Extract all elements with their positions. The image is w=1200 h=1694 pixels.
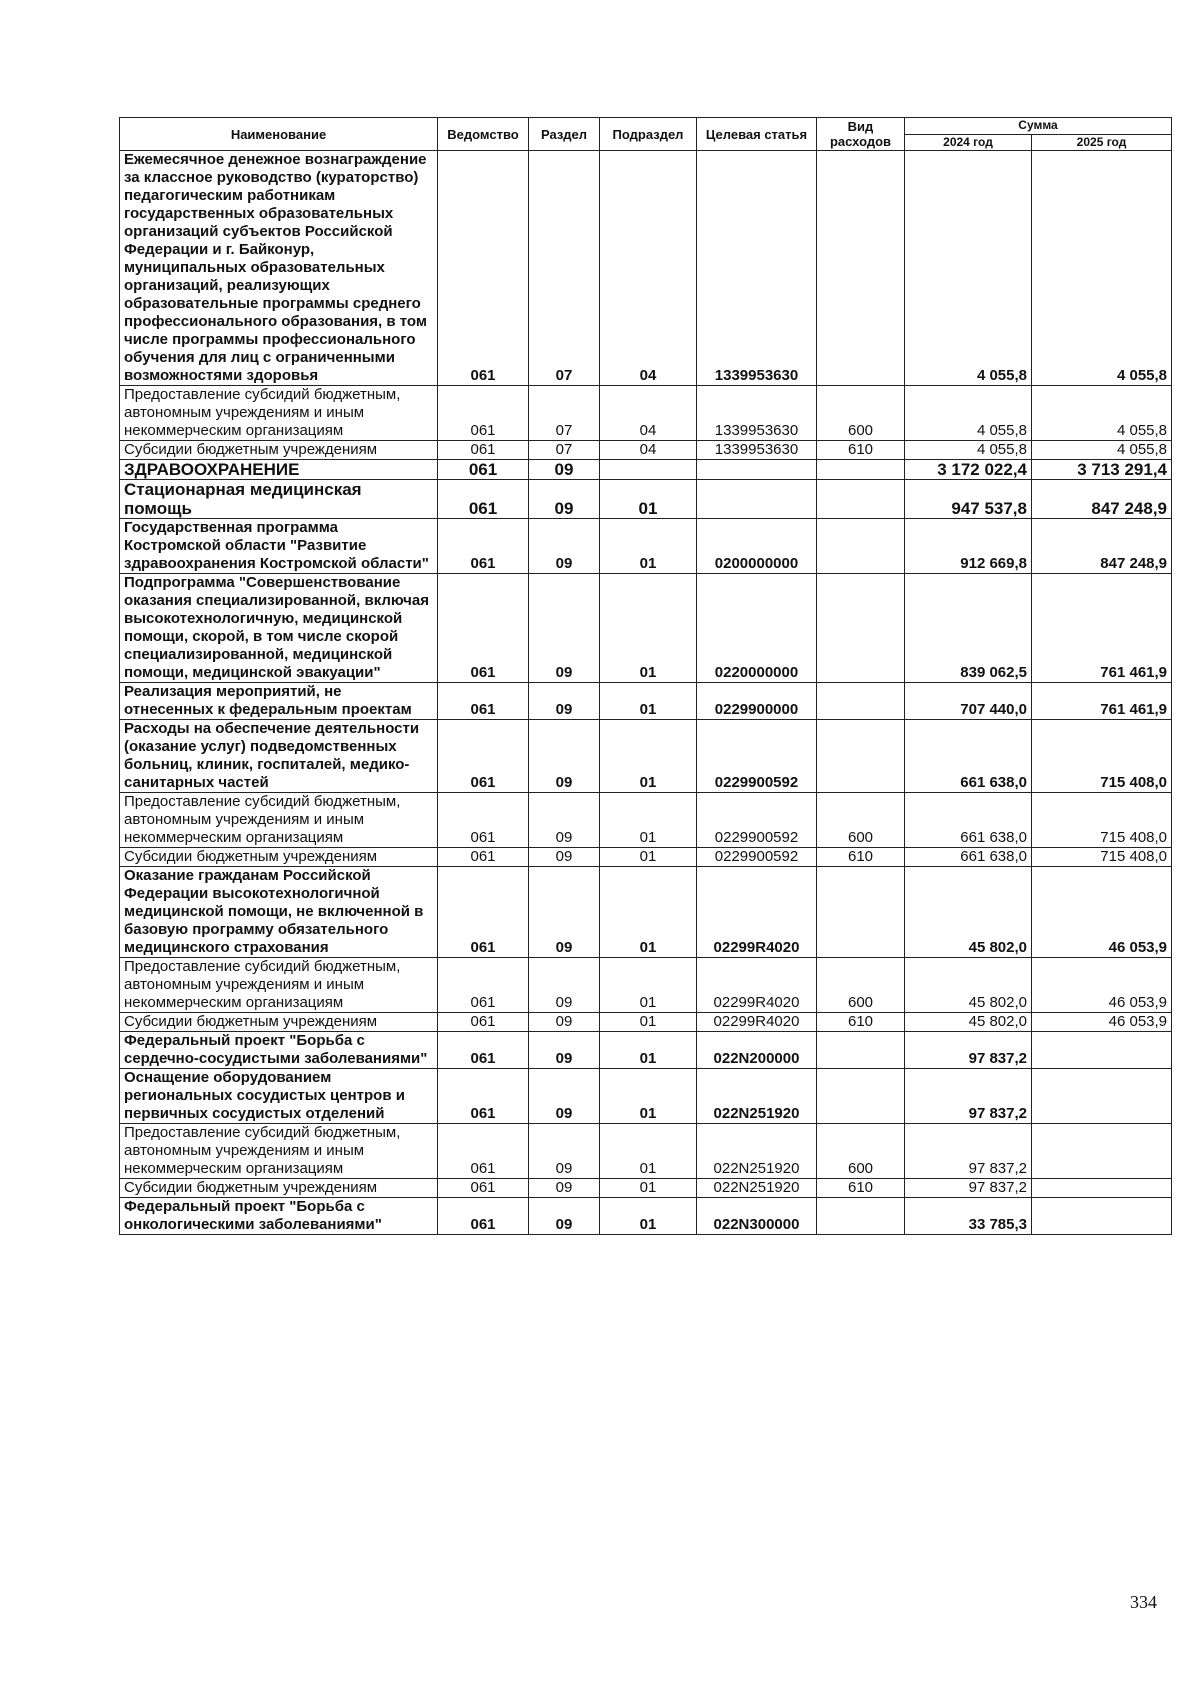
- row-vid-rashodov: [817, 460, 905, 480]
- row-razdel: 09: [529, 574, 600, 683]
- row-name: Предоставление субсидий бюджетным, автономным учреждениям и иным некоммерческим организациям: [120, 1124, 438, 1179]
- row-podrazdel: 01: [600, 1124, 697, 1179]
- row-sum-2024: 661 638,0: [905, 848, 1032, 867]
- row-name: Реализация мероприятий, не отнесенных к федеральным проектам: [120, 683, 438, 720]
- row-sum-2024: 97 837,2: [905, 1179, 1032, 1198]
- row-razdel: 09: [529, 867, 600, 958]
- row-sum-2024: 4 055,8: [905, 386, 1032, 441]
- row-razdel: 09: [529, 480, 600, 519]
- header-vedomstvo: Ведомство: [438, 118, 529, 151]
- row-razdel: 09: [529, 848, 600, 867]
- table-row: [120, 460, 1172, 480]
- row-vid-rashodov: 600: [817, 386, 905, 441]
- header-name: Наименование: [120, 118, 438, 151]
- row-sum-2025: 4 055,8: [1032, 151, 1172, 386]
- row-vid-rashodov: 610: [817, 848, 905, 867]
- table-row: [120, 867, 1172, 958]
- row-name: Субсидии бюджетным учреждениям: [120, 848, 438, 867]
- row-sum-2025: 3 713 291,4: [1032, 460, 1172, 480]
- table-row: [120, 519, 1172, 574]
- row-vedomstvo: 061: [438, 1124, 529, 1179]
- table-row: [120, 683, 1172, 720]
- row-vid-rashodov: [817, 574, 905, 683]
- row-vedomstvo: 061: [438, 386, 529, 441]
- table-row: [120, 574, 1172, 683]
- row-sum-2025: [1032, 1198, 1172, 1235]
- row-razdel: 07: [529, 386, 600, 441]
- table-row: [120, 1069, 1172, 1124]
- row-sum-2024: 661 638,0: [905, 720, 1032, 793]
- row-celevaya-statya: 0229900592: [697, 720, 817, 793]
- row-vid-rashodov: [817, 867, 905, 958]
- row-sum-2025: 46 053,9: [1032, 1013, 1172, 1032]
- row-razdel: 09: [529, 1032, 600, 1069]
- row-vedomstvo: 061: [438, 1013, 529, 1032]
- row-sum-2025: 715 408,0: [1032, 720, 1172, 793]
- row-sum-2025: 847 248,9: [1032, 519, 1172, 574]
- row-name: Предоставление субсидий бюджетным, автономным учреждениям и иным некоммерческим организациям: [120, 386, 438, 441]
- budget-table: [119, 117, 1172, 1235]
- table-row: [120, 1013, 1172, 1032]
- row-podrazdel: 01: [600, 848, 697, 867]
- row-vedomstvo: 061: [438, 574, 529, 683]
- header-razdel: Раздел: [529, 118, 600, 151]
- row-name: ЗДРАВООХРАНЕНИЕ: [120, 460, 438, 480]
- header-vid: Вид расходов: [817, 118, 905, 151]
- row-sum-2024: 45 802,0: [905, 1013, 1032, 1032]
- row-sum-2025: [1032, 1032, 1172, 1069]
- row-sum-2024: 661 638,0: [905, 793, 1032, 848]
- row-razdel: 09: [529, 460, 600, 480]
- row-sum-2024: 45 802,0: [905, 867, 1032, 958]
- row-sum-2025: 46 053,9: [1032, 958, 1172, 1013]
- row-sum-2025: 847 248,9: [1032, 480, 1172, 519]
- row-sum-2025: 761 461,9: [1032, 683, 1172, 720]
- row-sum-2025: 715 408,0: [1032, 793, 1172, 848]
- row-celevaya-statya: 022N251920: [697, 1069, 817, 1124]
- row-sum-2024: 839 062,5: [905, 574, 1032, 683]
- row-podrazdel: 01: [600, 958, 697, 1013]
- row-celevaya-statya: 0229900000: [697, 683, 817, 720]
- row-sum-2024: 4 055,8: [905, 441, 1032, 460]
- table-body: [120, 151, 1172, 1235]
- row-celevaya-statya: 0220000000: [697, 574, 817, 683]
- row-sum-2024: 3 172 022,4: [905, 460, 1032, 480]
- row-vedomstvo: 061: [438, 519, 529, 574]
- row-sum-2025: [1032, 1124, 1172, 1179]
- row-razdel: 09: [529, 683, 600, 720]
- row-vid-rashodov: [817, 1032, 905, 1069]
- row-name: Субсидии бюджетным учреждениям: [120, 1179, 438, 1198]
- row-razdel: 09: [529, 793, 600, 848]
- row-podrazdel: 04: [600, 151, 697, 386]
- header-2025: 2025 год: [1032, 134, 1172, 151]
- table-row: [120, 441, 1172, 460]
- row-sum-2025: [1032, 1069, 1172, 1124]
- row-vid-rashodov: [817, 519, 905, 574]
- table-row: [120, 1179, 1172, 1198]
- row-celevaya-statya: 1339953630: [697, 386, 817, 441]
- row-name: Федеральный проект "Борьба с сердечно-сосудистыми заболеваниями": [120, 1032, 438, 1069]
- row-vid-rashodov: [817, 480, 905, 519]
- row-celevaya-statya: 1339953630: [697, 151, 817, 386]
- table-row: [120, 480, 1172, 519]
- row-podrazdel: 04: [600, 386, 697, 441]
- row-name: Ежемесячное денежное вознаграждение за классное руководство (кураторство) педагогическим работникам государственных образовательных организаций субъектов Российской Федерации и г. Байконур, муниципальных образовательных организаций, реализующих образовательные программы среднего профессионального образования, в том числе программы профессионального обучения для лиц с ограниченными возможностями здоровья: [120, 151, 438, 386]
- table-row: [120, 720, 1172, 793]
- header-celevaya: Целевая статья: [697, 118, 817, 151]
- row-name: Федеральный проект "Борьба с онкологическими заболеваниями": [120, 1198, 438, 1235]
- row-vedomstvo: 061: [438, 1032, 529, 1069]
- row-vedomstvo: 061: [438, 441, 529, 460]
- header-2024: 2024 год: [905, 134, 1032, 151]
- header-podrazdel: Подраздел: [600, 118, 697, 151]
- row-vid-rashodov: [817, 683, 905, 720]
- table-row: [120, 848, 1172, 867]
- row-name: Предоставление субсидий бюджетным, автономным учреждениям и иным некоммерческим организациям: [120, 958, 438, 1013]
- row-name: Субсидии бюджетным учреждениям: [120, 1013, 438, 1032]
- row-razdel: 09: [529, 720, 600, 793]
- row-razdel: 09: [529, 958, 600, 1013]
- header-summa: Сумма: [905, 118, 1172, 135]
- row-podrazdel: 01: [600, 720, 697, 793]
- row-sum-2025: 46 053,9: [1032, 867, 1172, 958]
- table-header-row: [120, 118, 1172, 135]
- row-vid-rashodov: 610: [817, 441, 905, 460]
- row-vedomstvo: 061: [438, 683, 529, 720]
- row-vedomstvo: 061: [438, 867, 529, 958]
- row-podrazdel: 01: [600, 1032, 697, 1069]
- row-podrazdel: 01: [600, 867, 697, 958]
- row-name: Подпрограмма "Совершенствование оказания специализированной, включая высокотехнологичную, медицинской помощи, скорой, в том числе скорой специализированной, медицинской помощи, медицинской эвакуации": [120, 574, 438, 683]
- row-vedomstvo: 061: [438, 1179, 529, 1198]
- row-podrazdel: 01: [600, 1179, 697, 1198]
- table-row: [120, 386, 1172, 441]
- row-vedomstvo: 061: [438, 793, 529, 848]
- row-vedomstvo: 061: [438, 151, 529, 386]
- row-celevaya-statya: 02299R4020: [697, 1013, 817, 1032]
- row-podrazdel: 01: [600, 1013, 697, 1032]
- row-sum-2025: 4 055,8: [1032, 441, 1172, 460]
- row-razdel: 09: [529, 1124, 600, 1179]
- row-celevaya-statya: 022N251920: [697, 1124, 817, 1179]
- row-razdel: 07: [529, 441, 600, 460]
- row-name: Предоставление субсидий бюджетным, автономным учреждениям и иным некоммерческим организациям: [120, 793, 438, 848]
- row-razdel: 09: [529, 1013, 600, 1032]
- row-celevaya-statya: 022N300000: [697, 1198, 817, 1235]
- table-row: [120, 1198, 1172, 1235]
- row-celevaya-statya: 1339953630: [697, 441, 817, 460]
- row-name: Государственная программа Костромской области "Развитие здравоохранения Костромской области": [120, 519, 438, 574]
- row-sum-2024: 97 837,2: [905, 1124, 1032, 1179]
- row-razdel: 09: [529, 1069, 600, 1124]
- row-name: Оказание гражданам Российской Федерации высокотехнологичной медицинской помощи, не включенной в базовую программу обязательного медицинского страхования: [120, 867, 438, 958]
- table-row: [120, 1032, 1172, 1069]
- row-celevaya-statya: 022N200000: [697, 1032, 817, 1069]
- row-vedomstvo: 061: [438, 848, 529, 867]
- row-sum-2025: 4 055,8: [1032, 386, 1172, 441]
- row-podrazdel: 01: [600, 1198, 697, 1235]
- row-sum-2024: 45 802,0: [905, 958, 1032, 1013]
- row-name: Расходы на обеспечение деятельности (оказание услуг) подведомственных больниц, клиник, госпиталей, медико-санитарных частей: [120, 720, 438, 793]
- row-razdel: 09: [529, 1179, 600, 1198]
- row-name: Стационарная медицинская помощь: [120, 480, 438, 519]
- row-razdel: 09: [529, 1198, 600, 1235]
- row-podrazdel: 01: [600, 683, 697, 720]
- row-vedomstvo: 061: [438, 1069, 529, 1124]
- row-vid-rashodov: 610: [817, 1013, 905, 1032]
- row-podrazdel: 01: [600, 480, 697, 519]
- row-name: Оснащение оборудованием региональных сосудистых центров и первичных сосудистых отделений: [120, 1069, 438, 1124]
- row-celevaya-statya: 022N251920: [697, 1179, 817, 1198]
- row-razdel: 07: [529, 151, 600, 386]
- row-razdel: 09: [529, 519, 600, 574]
- row-podrazdel: 01: [600, 1069, 697, 1124]
- row-vedomstvo: 061: [438, 480, 529, 519]
- row-sum-2025: [1032, 1179, 1172, 1198]
- row-vid-rashodov: [817, 151, 905, 386]
- row-vedomstvo: 061: [438, 1198, 529, 1235]
- table-row: [120, 958, 1172, 1013]
- row-sum-2025: 715 408,0: [1032, 848, 1172, 867]
- row-vid-rashodov: 600: [817, 1124, 905, 1179]
- row-vid-rashodov: 600: [817, 958, 905, 1013]
- row-vedomstvo: 061: [438, 958, 529, 1013]
- row-sum-2025: 761 461,9: [1032, 574, 1172, 683]
- table-row: [120, 151, 1172, 386]
- row-vedomstvo: 061: [438, 720, 529, 793]
- row-celevaya-statya: 02299R4020: [697, 867, 817, 958]
- row-name: Субсидии бюджетным учреждениям: [120, 441, 438, 460]
- table-row: [120, 793, 1172, 848]
- row-celevaya-statya: [697, 460, 817, 480]
- row-celevaya-statya: 0229900592: [697, 793, 817, 848]
- row-sum-2024: 33 785,3: [905, 1198, 1032, 1235]
- table-row: [120, 1124, 1172, 1179]
- row-sum-2024: 947 537,8: [905, 480, 1032, 519]
- row-podrazdel: 04: [600, 441, 697, 460]
- row-podrazdel: 01: [600, 574, 697, 683]
- row-vedomstvo: 061: [438, 460, 529, 480]
- row-vid-rashodov: [817, 1198, 905, 1235]
- row-vid-rashodov: [817, 1069, 905, 1124]
- row-celevaya-statya: 02299R4020: [697, 958, 817, 1013]
- row-vid-rashodov: 600: [817, 793, 905, 848]
- row-sum-2024: 707 440,0: [905, 683, 1032, 720]
- row-podrazdel: 01: [600, 793, 697, 848]
- page-number: 334: [1130, 1592, 1157, 1612]
- row-vid-rashodov: [817, 720, 905, 793]
- row-sum-2024: 97 837,2: [905, 1069, 1032, 1124]
- row-sum-2024: 97 837,2: [905, 1032, 1032, 1069]
- row-sum-2024: 912 669,8: [905, 519, 1032, 574]
- row-podrazdel: 01: [600, 519, 697, 574]
- row-celevaya-statya: 0229900592: [697, 848, 817, 867]
- row-sum-2024: 4 055,8: [905, 151, 1032, 386]
- row-podrazdel: [600, 460, 697, 480]
- row-celevaya-statya: [697, 480, 817, 519]
- row-celevaya-statya: 0200000000: [697, 519, 817, 574]
- row-vid-rashodov: 610: [817, 1179, 905, 1198]
